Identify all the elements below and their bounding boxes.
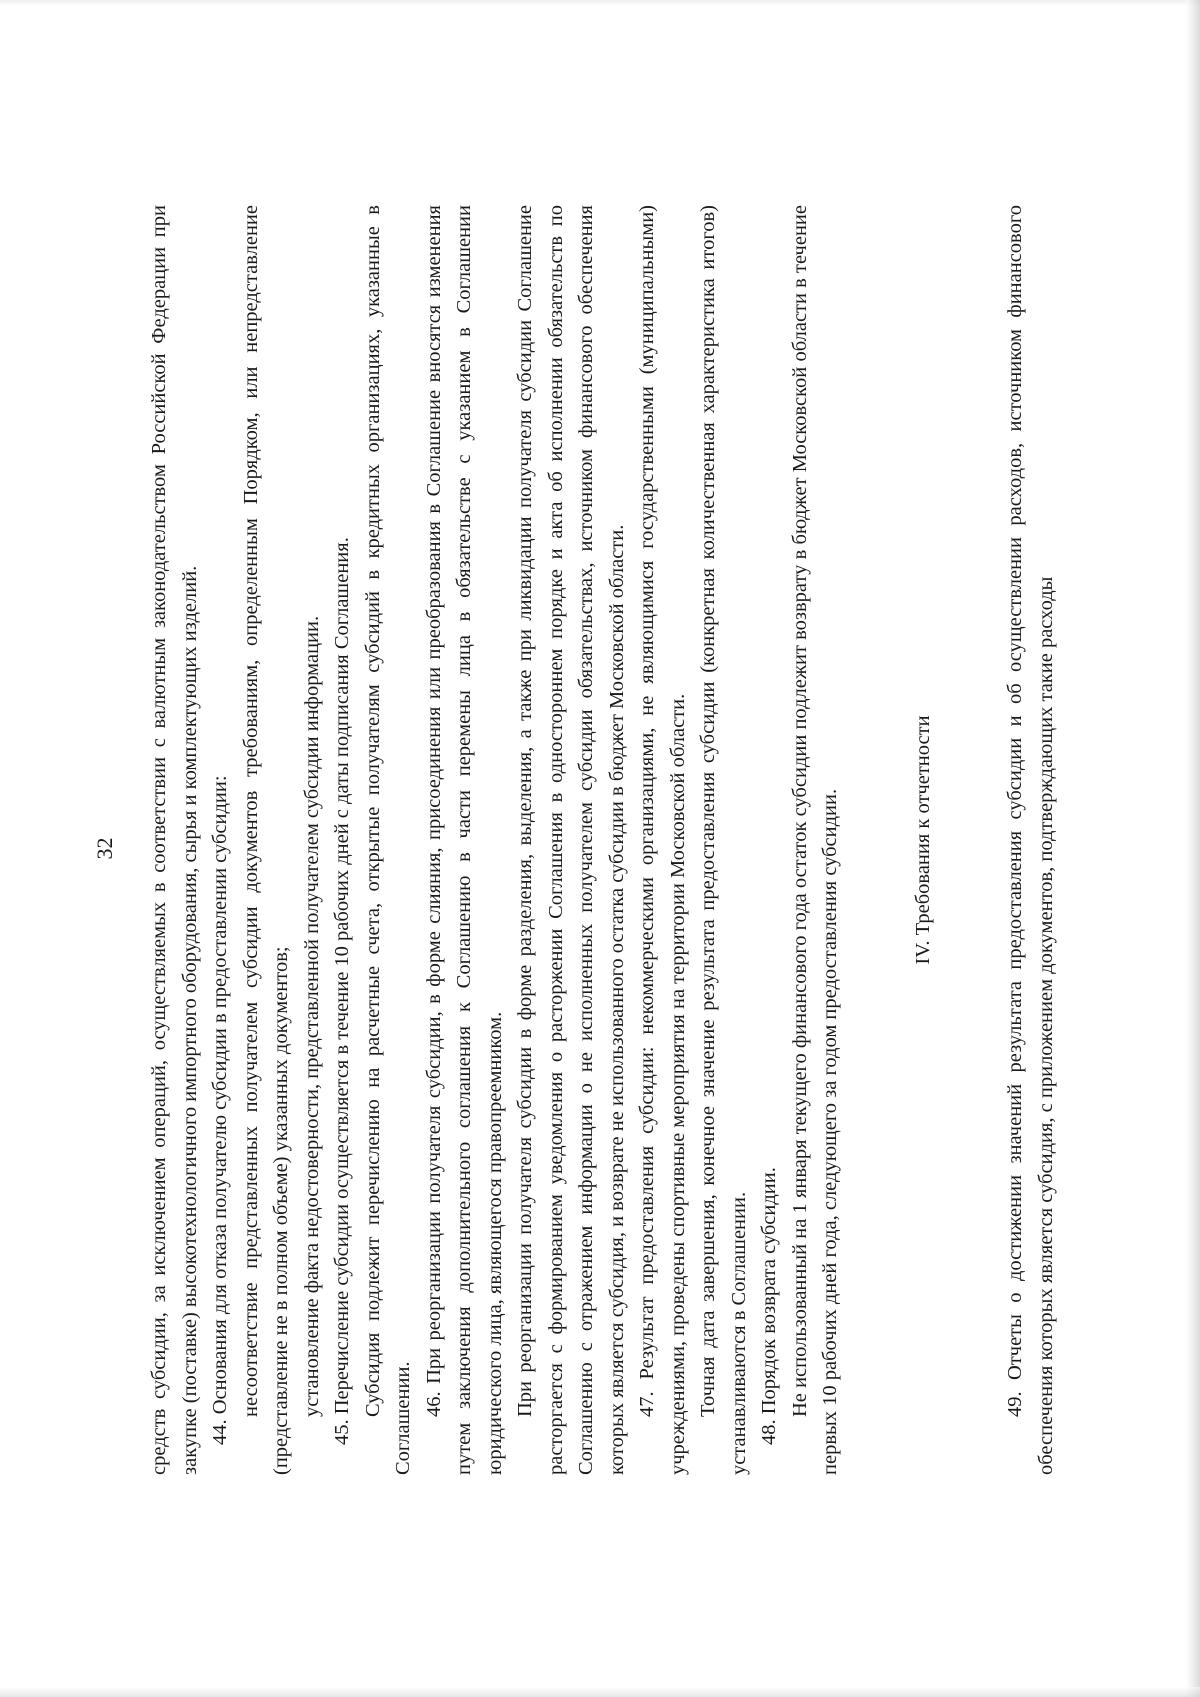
paragraph-48: 48. Порядок возврата субсидии. — [758, 1167, 780, 1445]
paragraph-47: 47. Результат предоставления субсидии: некоммерческими организациями, не являющимися государственными (муниципальными) учреждениями, проведены спортивные мероприятия на территории Московской области. — [636, 205, 689, 1475]
paragraph-46: 46. При реорганизации получателя субсидии, в форме слияния, присоединения или преобразования в Соглашение вносятся изменения путем заключения дополнительного соглашения к Соглашению в части перемены лица в обязательстве с указанием в Соглашении юридического лица, являющегося правопреемником. — [422, 205, 506, 1475]
paragraph-44-item-2: установление факта недостоверности, представленной получателем субсидии информации. — [300, 615, 323, 1417]
paragraph-44: 44. Основания для отказа получателю субсидии в предоставлении субсидии: — [209, 775, 231, 1445]
paragraph-44-item-1: несоответствие представленных получателем субсидии документов требованиям, определенным Порядком, или непредставление (представление не в полном объеме) указанных документов; — [239, 205, 292, 1475]
page-number: 32 — [92, 837, 117, 860]
paragraph-46-liquidation: При реорганизации получателя субсидии в форме разделения, выделения, а также при ликвидации получателя субсидии Соглашение расторгается с формированием уведомления о расторжении Соглашения в одностороннем порядке и акта об исполнении обязательств по Соглашению с отражением информации о не исполненных получателем субсидии обязательствах, источником финансового обеспечения которых является субсидия, и возврате не использованного остатка субсидии в бюджет Московской области. — [514, 205, 628, 1475]
paragraph-45-transfer: Субсидия подлежит перечислению на расчетные счета, открытые получателям субсидий в кредитных организациях, указанные в Соглашении. — [361, 205, 414, 1475]
paragraph-45: 45. Перечисление субсидии осуществляется в течение 10 рабочих дней с даты подписания Соглашения. — [331, 537, 353, 1445]
paragraph-48-return: Не использованный на 1 января текущего финансового года остаток субсидии подлежит возврату в бюджет Московской области в течение первых 10 рабочих дней года, следующего за годом предоставления субсидии. — [788, 205, 841, 1475]
section-heading-iv: IV. Требования к отчетности — [911, 715, 934, 965]
paragraph-47-date: Точная дата завершения, конечное значение результата предоставления субсидии (конкретная количественная характеристика итогов) устанавливаются в Соглашении. — [697, 205, 750, 1475]
paragraph-49: 49. Отчеты о достижении значений результата предоставления субсидии и об осуществлении расходов, источником финансового обеспечения которых является субсидия, с приложением документов, подтверждающих такие расходы — [1004, 205, 1057, 1475]
paragraph-continuation: средств субсидии, за исключением операций, осуществляемых в соответствии с валютным законодательством Российской Федерации при закупке (поставке) высокотехнологичного импортного оборудования, сырья и комплектующих изделий. — [148, 205, 201, 1475]
document-body — [144, 205, 1061, 1475]
